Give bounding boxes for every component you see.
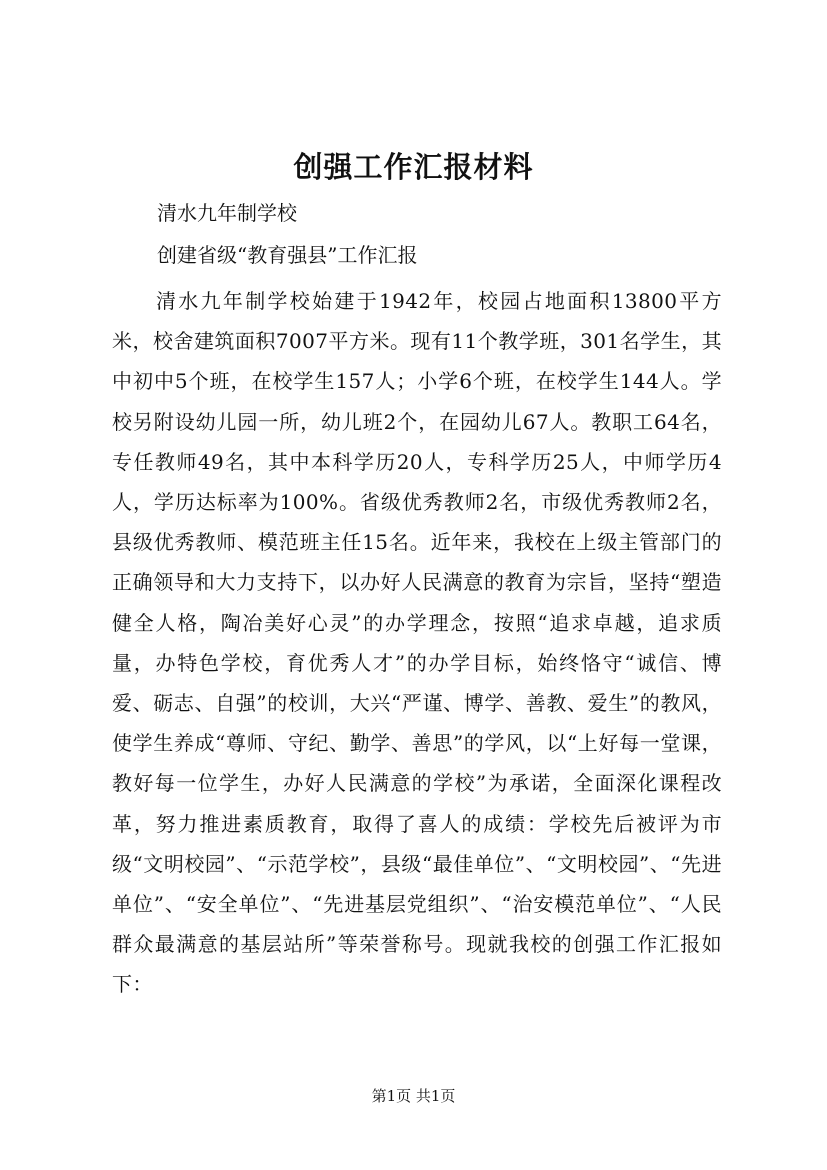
report-subtitle: 创建省级“教育强县”工作汇报 xyxy=(157,243,418,267)
body-paragraph: 清水九年制学校始建于1942年，校园占地面积13800平方米，校舍建筑面积7007平方米。现有11个教学班，301名学生，其中初中5个班，在校学生157人；小学6个班，在校学生144人。学校另附设幼儿园一所，幼儿班2个，在园幼儿67人。教职工64名，专任教师49名，其中本科学历20人，专科学历25人，中师学历4人，学历达标率为100%。省级优秀教师2名，市级优秀教师2名，县级优秀教师、模范班主任15名。近年来，我校在上级主管部门的正确领导和大力支持下，以办好人民满意的教育为宗旨，坚持“塑造健全人格，陶冶美好心灵”的办学理念，按照“追求卓越，追求质量，办特色学校，育优秀人才”的办学目标，始终恪守“诚信、博爱、砺志、自强”的校训，大兴“严谨、博学、善教、爱生”的教风，使学生养成“尊师、守纪、勤学、善思”的学风，以“上好每一堂课，教好每一位学生，办好人民满意的学校”为承诺，全面深化课程改革，努力推进素质教育，取得了喜人的成绩：学校先后被评为市级“文明校园”、“示范学校”，县级“最佳单位”、“文明校园”、“先进单位”、“安全单位”、“先进基层党组织”、“治安模范单位”、“人民群众最满意的基层站所”等荣誉称号。现就我校的创强工作汇报如下： xyxy=(112,289,722,997)
page-indicator: 第1页 共1页 xyxy=(371,1087,456,1105)
document-title: 创强工作汇报材料 xyxy=(293,150,534,184)
school-name: 清水九年制学校 xyxy=(157,201,297,225)
